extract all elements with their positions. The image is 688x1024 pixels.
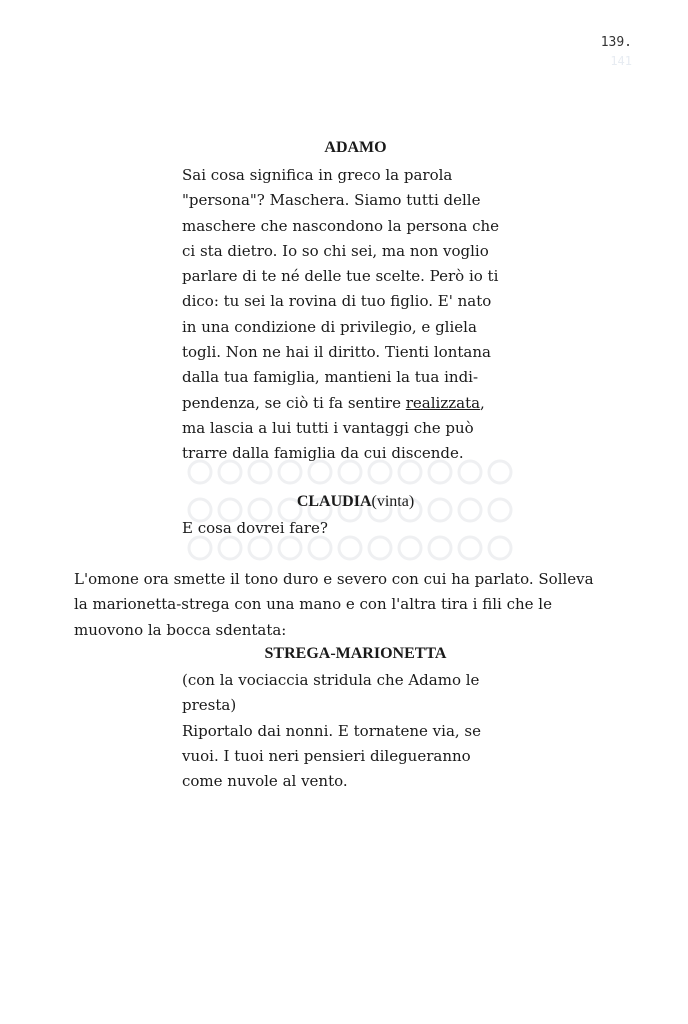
speech-line: trarre dalla famiglia da cui discende. bbox=[182, 444, 464, 463]
bleed-through-page-number: 141 bbox=[610, 54, 632, 68]
speech-line: parlare di te né delle tue scelte. Però io ti bbox=[182, 267, 499, 286]
speech-line: ma lascia a lui tutti i vantaggi che può bbox=[182, 418, 474, 437]
speaker-adamo: ADAMO bbox=[324, 139, 387, 156]
speech-punctuation: , bbox=[480, 393, 485, 412]
speech-line: ci sta dietro. Io so chi sei, ma non voglio bbox=[182, 241, 489, 260]
speech-line: Riportalo dai nonni. E tornatene via, se bbox=[182, 721, 482, 740]
speech-line: maschere che nascondono la persona che bbox=[182, 216, 500, 235]
underlined-word: realizzata bbox=[405, 393, 481, 412]
speech-line: "persona"? Maschera. Siamo tutti delle bbox=[182, 191, 481, 210]
speaker-claudia bbox=[182, 493, 529, 511]
page-number: 139. bbox=[600, 35, 632, 50]
narrative-line: L'omone ora smette il tono duro e severo con cui ha parlato. Solleva bbox=[74, 570, 594, 588]
speech-line: E cosa dovrei fare? bbox=[182, 519, 328, 537]
speaker-strega-marionetta: STREGA-MARIONETTA bbox=[264, 645, 447, 662]
speaker-name: CLAUDIA bbox=[296, 493, 372, 510]
speech-line: vuoi. I tuoi neri pensieri dilegueranno bbox=[182, 746, 471, 765]
speech-line: Sai cosa significa in greco la parola bbox=[182, 166, 453, 184]
speech-claudia bbox=[182, 516, 529, 541]
speech-strega bbox=[182, 668, 529, 794]
stage-direction: (vinta) bbox=[371, 493, 415, 510]
speech-adamo bbox=[182, 163, 529, 467]
narrative-line: muovono la bocca sdentata: bbox=[74, 620, 287, 639]
narrative-paragraph bbox=[74, 567, 611, 643]
speech-line: dico: tu sei la rovina di tuo figlio. E' nato bbox=[182, 292, 492, 311]
speech-line: come nuvole al vento. bbox=[182, 772, 348, 791]
speech-line: togli. Non ne hai il diritto. Tienti lontana bbox=[182, 343, 491, 362]
stage-direction-line: (con la vociaccia stridula che Adamo le bbox=[182, 671, 480, 689]
speech-line: pendenza, se ciò ti fa sentire bbox=[182, 393, 406, 412]
stage-direction-line: presta) bbox=[182, 696, 237, 715]
speech-line: in una condizione di privilegio, e gliela bbox=[182, 317, 477, 336]
speech-line: dalla tua famiglia, mantieni la tua indi- bbox=[182, 368, 479, 387]
narrative-line: la marionetta-strega con una mano e con l'altra tira i fili che le bbox=[74, 595, 552, 614]
